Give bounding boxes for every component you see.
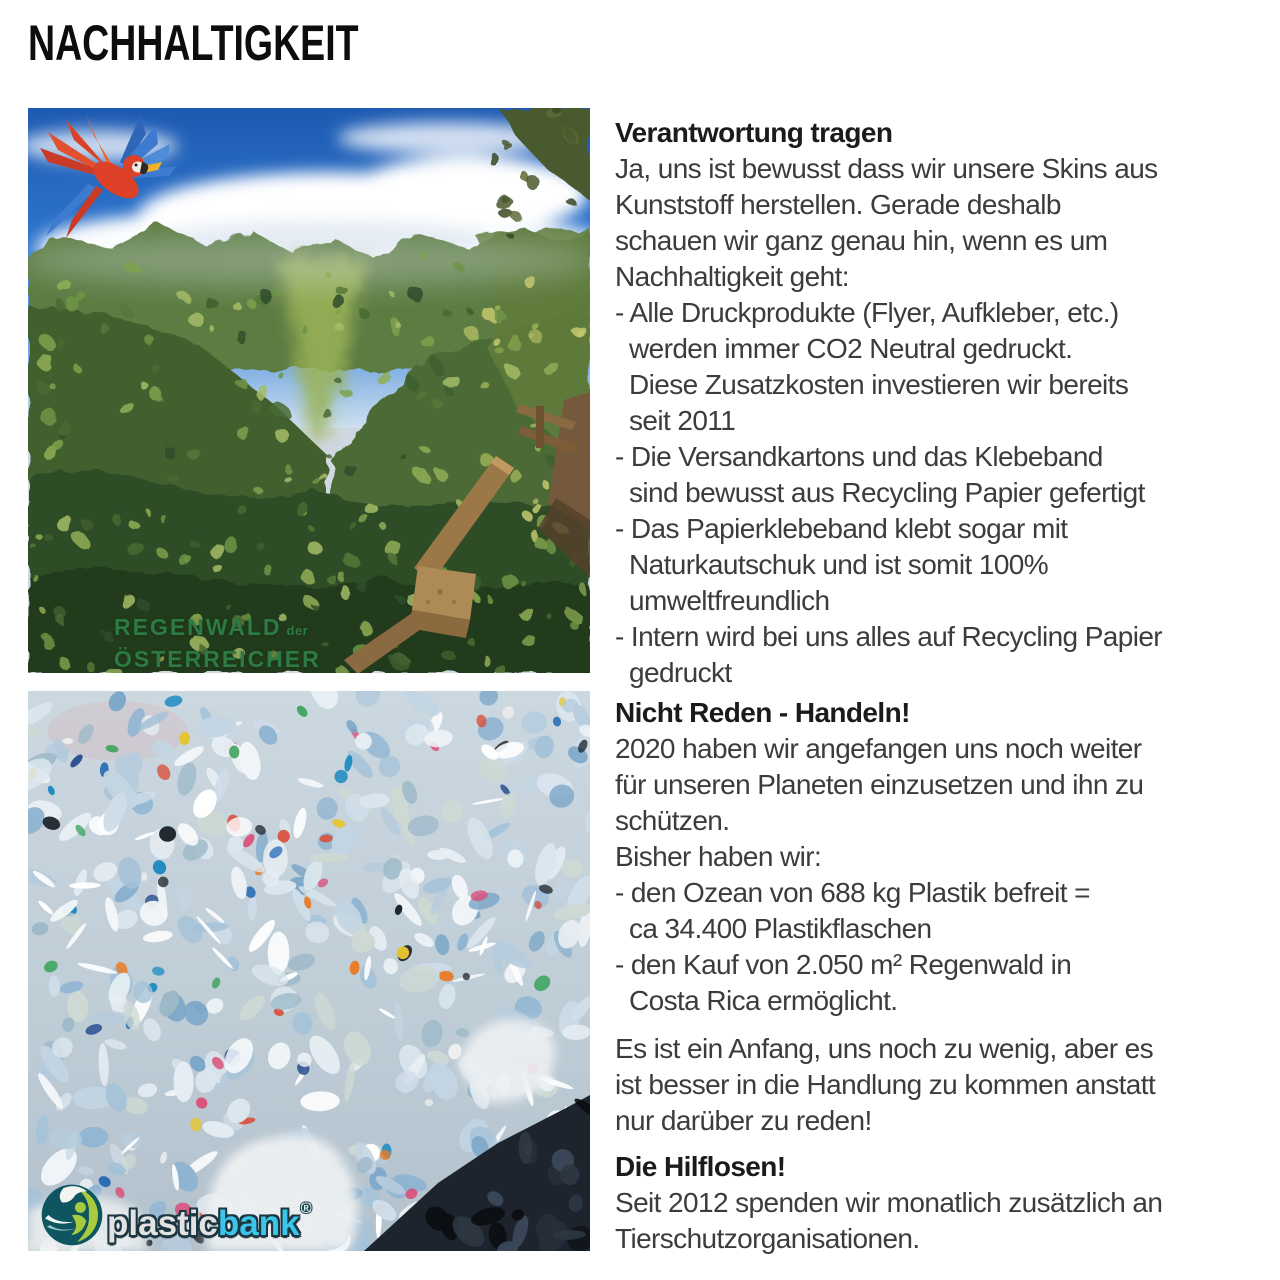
section-body: Ja, uns ist bewusst dass wir unsere Skins aus Kunststoff herstellen. Gerade deshalb schauen wir ganz genau hin, wenn es um Nachhaltigkeit geht: - Alle Druckprodukte (Flyer, Aufkleber, etc.) werden immer CO2 Neutral gedruckt. Diese Zusatzkosten investieren wir bereits seit 2011 - Die Versandkartons und das Klebeband sind bewusst aus Recycling Papier gefertigt - Das Papierklebeband klebt sogar mit Naturkautschuk und ist somit 100% umweltfreundlich - Intern wird bei uns alles auf Recycling Papier gedruckt bbox=[615, 153, 1163, 688]
regenwald-logo-line1: REGENWALD bbox=[114, 614, 282, 640]
section-heading: Verantwortung tragen bbox=[615, 117, 893, 148]
section-body: Es ist ein Anfang, uns noch zu wenig, aber es ist besser in die Handlung zu kommen anstatt nur darüber zu reden! bbox=[615, 1033, 1156, 1136]
parrot-icon bbox=[28, 108, 182, 242]
plastic-bottles-illustration bbox=[28, 691, 590, 1251]
regenwald-logo bbox=[114, 613, 321, 673]
regenwald-logo-der: der bbox=[286, 623, 309, 638]
section-heading: Die Hilflosen! bbox=[615, 1151, 786, 1182]
plastic-bottles-photo bbox=[28, 691, 590, 1251]
section-anfang bbox=[615, 1031, 1277, 1139]
section-body: Seit 2012 spenden wir monatlich zusätzlich an Tierschutzorganisationen. bbox=[615, 1187, 1163, 1254]
plasticbank-word-plastic: plastic bbox=[107, 1204, 218, 1243]
plasticbank-logo bbox=[40, 1183, 312, 1247]
regenwald-logo-line2: ÖSTERREICHER bbox=[114, 646, 321, 672]
section-body: 2020 haben wir angefangen uns noch weiter für unseren Planeten einzusetzen und ihn zu schützen. Bisher haben wir: - den Ozean von 688 kg Plastik befreit = ca 34.400 Plastikflaschen - den Kauf von 2.050 m² Regenwald in Costa Rica ermöglicht. bbox=[615, 733, 1144, 1016]
section-verantwortung bbox=[615, 115, 1277, 691]
plasticbank-word-bank: bank bbox=[217, 1204, 300, 1243]
page-title: NACHHALTIGKEIT bbox=[28, 15, 359, 71]
section-nicht-reden bbox=[615, 695, 1277, 1019]
rainforest-photo bbox=[28, 108, 590, 673]
section-hilflosen bbox=[615, 1149, 1277, 1257]
section-heading: Nicht Reden - Handeln! bbox=[615, 697, 910, 728]
registered-trademark-icon: ® bbox=[300, 1200, 312, 1217]
plasticbank-wordmark bbox=[107, 1200, 312, 1244]
plasticbank-emblem-icon bbox=[40, 1183, 104, 1247]
text-column bbox=[615, 115, 1277, 1257]
